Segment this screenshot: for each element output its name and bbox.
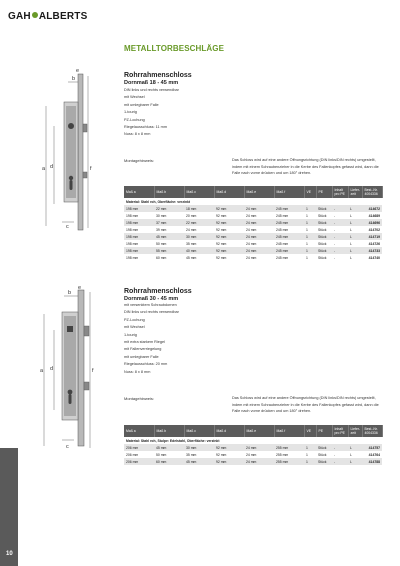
- table-header-row: [124, 425, 382, 437]
- dim-label-d: d: [50, 366, 54, 372]
- table-cell: Stück: [316, 240, 332, 247]
- table-cell: 1: [304, 219, 316, 226]
- table-cell: -: [332, 212, 348, 219]
- table-cell: -: [332, 226, 348, 233]
- feature-item: PZ-Lochung: [124, 317, 145, 322]
- product-1-feature-list: [124, 87, 179, 139]
- table-cell: L: [348, 444, 362, 451]
- table-cell: 50 mm: [154, 240, 184, 247]
- table-cell: L: [348, 226, 362, 233]
- product-2-rows: [124, 444, 382, 465]
- table-cell: 1: [304, 444, 316, 451]
- product-1-title: Rohrrahmenschloss: [124, 72, 192, 79]
- feature-item: DIN links und rechts verwendbar: [124, 310, 179, 315]
- table-cell: 245 mm: [274, 233, 304, 240]
- page-side-strip: [0, 448, 18, 566]
- table-cell: -: [332, 219, 348, 226]
- table-row: [124, 240, 382, 247]
- column-header: Maß b: [154, 425, 184, 437]
- feature-item: mit extra starkem Riegel: [124, 340, 165, 345]
- column-header: Best.-Nr. 4004336: [362, 425, 382, 437]
- feature-item: 1-tourig: [124, 332, 137, 337]
- dim-label-c: c: [66, 444, 69, 450]
- material-text: Material: Stahl roh, Oberfläche: verzinkt: [124, 198, 382, 205]
- column-header: PE: [316, 425, 332, 437]
- column-header: PE: [316, 186, 332, 198]
- article-number-cell: 414726: [362, 240, 382, 247]
- product-2-title: Rohrrahmenschloss: [124, 288, 192, 295]
- table-cell: 255 mm: [274, 458, 304, 465]
- column-header: Inhalt pro PE: [332, 425, 348, 437]
- table-cell: -: [332, 233, 348, 240]
- feature-item: DIN links und rechts verwendbar: [124, 88, 179, 92]
- article-number-cell: 414702: [362, 226, 382, 233]
- table-cell: 198 mm: [124, 233, 154, 240]
- product-2-mounting-text: Das Schloss wird auf eine andere Öffnungsrichtung (DIN links/DIN rechts) umgestellt, indem mit einem Schraubenzieher in die Kerbe des Fallenkopfes gefasst wird, dann die Falle nach vorne drücken und um 180° drehen.: [232, 396, 379, 413]
- table-cell: 206 mm: [124, 451, 154, 458]
- table-cell: 1: [304, 254, 316, 261]
- table-cell: 245 mm: [274, 212, 304, 219]
- column-header: Maß f: [274, 425, 304, 437]
- table-cell: 30 mm: [154, 212, 184, 219]
- table-row: [124, 219, 382, 226]
- table-cell: L: [348, 240, 362, 247]
- table-row: [124, 451, 382, 458]
- table-cell: 198 mm: [124, 240, 154, 247]
- column-header: Maß a: [124, 425, 154, 437]
- product-1-subtitle: Dornmaß 18 - 45 mm: [124, 80, 179, 86]
- dim-label-f: f: [92, 368, 94, 374]
- table-cell: L: [348, 205, 362, 212]
- table-cell: 45 mm: [154, 233, 184, 240]
- table-cell: 30 mm: [184, 444, 214, 451]
- table-cell: 198 mm: [124, 205, 154, 212]
- table-cell: 92 mm: [214, 219, 244, 226]
- column-header: Maß c: [184, 186, 214, 198]
- table-cell: 245 mm: [274, 240, 304, 247]
- table-cell: 1: [304, 240, 316, 247]
- table-cell: 24 mm: [244, 233, 274, 240]
- lock-drawing-2: [28, 286, 108, 451]
- article-number-cell: 414672: [362, 205, 382, 212]
- column-header: Maß e: [244, 186, 274, 198]
- table-cell: Stück: [316, 233, 332, 240]
- table-cell: 198 mm: [124, 219, 154, 226]
- table-cell: 22 mm: [184, 219, 214, 226]
- feature-item: Nuss: 8 x 8 mm: [124, 132, 151, 137]
- table-cell: 245 mm: [274, 219, 304, 226]
- table-cell: 18 mm: [184, 205, 214, 212]
- table-cell: 92 mm: [214, 212, 244, 219]
- table-cell: Stück: [316, 444, 332, 451]
- table-cell: 30 mm: [184, 233, 214, 240]
- table-header-row: [124, 186, 382, 198]
- table-cell: 1: [304, 233, 316, 240]
- table-cell: 92 mm: [214, 451, 244, 458]
- table-cell: 35 mm: [184, 451, 214, 458]
- table-row: [124, 226, 382, 233]
- table-cell: 60 mm: [154, 254, 184, 261]
- table-cell: 198 mm: [124, 254, 154, 261]
- article-number-cell: 414733: [362, 247, 382, 254]
- table-cell: 45 mm: [184, 458, 214, 465]
- table-row: [124, 205, 382, 212]
- column-header: Maß d: [214, 186, 244, 198]
- dim-label-d: d: [50, 164, 54, 170]
- table-row: [124, 247, 382, 254]
- brand-logo: [8, 11, 87, 22]
- table-cell: Stück: [316, 205, 332, 212]
- column-header: Maß b: [154, 186, 184, 198]
- product-2-subtitle: Dornmaß 30 - 45 mm: [124, 296, 179, 302]
- table-cell: 24 mm: [244, 451, 274, 458]
- category-title: METALLTORBESCHLÄGE: [124, 44, 225, 53]
- table-cell: 245 mm: [274, 254, 304, 261]
- table-cell: Stück: [316, 219, 332, 226]
- article-number-cell: 414689: [362, 212, 382, 219]
- column-header: Maß d: [214, 425, 244, 437]
- table-cell: L: [348, 451, 362, 458]
- table-cell: -: [332, 458, 348, 465]
- article-number-cell: 414696: [362, 219, 382, 226]
- table-cell: 24 mm: [244, 444, 274, 451]
- table-cell: L: [348, 458, 362, 465]
- table-cell: 92 mm: [214, 240, 244, 247]
- table-cell: 50 mm: [154, 451, 184, 458]
- page-number: 10: [6, 551, 13, 557]
- table-cell: 1: [304, 212, 316, 219]
- table-cell: 24 mm: [244, 458, 274, 465]
- table-cell: 1: [304, 205, 316, 212]
- table-cell: -: [332, 451, 348, 458]
- table-cell: 24 mm: [244, 205, 274, 212]
- feature-item: mit versenktem Schraubdornen: [124, 303, 177, 307]
- feature-item: PZ-Lochung: [124, 117, 145, 122]
- lock-drawing-1: [28, 68, 108, 236]
- table-cell: -: [332, 254, 348, 261]
- logo-mark-icon: [32, 12, 38, 18]
- table-cell: 24 mm: [244, 240, 274, 247]
- product-1-mounting-label: Montagehinweis:: [124, 158, 155, 163]
- table-cell: Stück: [316, 451, 332, 458]
- table-cell: 255 mm: [274, 444, 304, 451]
- table-cell: 198 mm: [124, 247, 154, 254]
- feature-item: mit Wechsel: [124, 325, 145, 330]
- dim-label-c: c: [66, 224, 69, 230]
- table-cell: L: [348, 219, 362, 226]
- table-cell: L: [348, 233, 362, 240]
- feature-item: 1-tourig: [124, 110, 137, 115]
- table-row: [124, 212, 382, 219]
- table-cell: 1: [304, 247, 316, 254]
- feature-item: Riegelausschluss: 11 mm: [124, 125, 167, 130]
- table-cell: 24 mm: [244, 226, 274, 233]
- column-header: Maß e: [244, 425, 274, 437]
- table-cell: -: [332, 205, 348, 212]
- article-number-cell: 414764: [362, 451, 382, 458]
- table-cell: Stück: [316, 212, 332, 219]
- table-cell: 45 mm: [154, 444, 184, 451]
- table-cell: 245 mm: [274, 247, 304, 254]
- table-cell: -: [332, 247, 348, 254]
- table-cell: 24 mm: [244, 212, 274, 219]
- feature-item: mit Wechsel: [124, 95, 145, 100]
- table-cell: L: [348, 247, 362, 254]
- material-text: Material: Stahl roh, Stulpe: Edelstahl, Oberfläche: verzinkt: [124, 437, 382, 444]
- table-cell: 1: [304, 451, 316, 458]
- table-cell: 24 mm: [244, 254, 274, 261]
- table-cell: -: [332, 240, 348, 247]
- logo-left-text: GAH: [8, 11, 31, 22]
- dim-label-a: a: [40, 368, 44, 374]
- table-cell: 60 mm: [154, 458, 184, 465]
- table-cell: 92 mm: [214, 233, 244, 240]
- article-number-cell: 414788: [362, 458, 382, 465]
- table-row: [124, 458, 382, 465]
- dim-label-e: e: [76, 68, 80, 74]
- article-number-cell: 414719: [362, 233, 382, 240]
- table-cell: 24 mm: [244, 247, 274, 254]
- table-row: [124, 254, 382, 261]
- table-cell: 245 mm: [274, 226, 304, 233]
- table-cell: 35 mm: [184, 240, 214, 247]
- table-cell: 1: [304, 226, 316, 233]
- column-header: Liefer-zeit: [348, 186, 362, 198]
- table-cell: 39 mm: [154, 226, 184, 233]
- table-cell: 37 mm: [154, 219, 184, 226]
- table-cell: 24 mm: [184, 226, 214, 233]
- product-2-spec-table: [124, 425, 383, 465]
- table-cell: -: [332, 444, 348, 451]
- column-header: VE: [304, 186, 316, 198]
- dim-label-b: b: [72, 76, 76, 82]
- table-cell: L: [348, 212, 362, 219]
- feature-item: Nuss: 8 x 8 mm: [124, 369, 151, 374]
- column-header: Maß c: [184, 425, 214, 437]
- table-cell: 92 mm: [214, 444, 244, 451]
- feature-item: mit umlegbarer Falle: [124, 102, 159, 107]
- column-header: Maß f: [274, 186, 304, 198]
- table-row: [124, 444, 382, 451]
- dim-label-e: e: [78, 286, 82, 291]
- feature-item: Riegelausschluss: 20 mm: [124, 362, 168, 367]
- dim-label-a: a: [42, 166, 46, 172]
- material-row: [124, 198, 382, 205]
- table-cell: 198 mm: [124, 212, 154, 219]
- table-cell: 40 mm: [184, 247, 214, 254]
- material-row: [124, 437, 382, 444]
- table-cell: 20 mm: [184, 212, 214, 219]
- table-cell: 206 mm: [124, 458, 154, 465]
- table-cell: 55 mm: [154, 247, 184, 254]
- product-2-mounting-label: Montagehinweis:: [124, 396, 155, 401]
- table-cell: 22 mm: [154, 205, 184, 212]
- article-number-cell: 414757: [362, 444, 382, 451]
- table-cell: Stück: [316, 247, 332, 254]
- table-cell: 92 mm: [214, 458, 244, 465]
- table-cell: 92 mm: [214, 247, 244, 254]
- table-cell: Stück: [316, 226, 332, 233]
- table-cell: 24 mm: [244, 219, 274, 226]
- column-header: Best.-Nr. 4004336: [362, 186, 382, 198]
- dim-label-f: f: [90, 166, 92, 172]
- column-header: VE: [304, 425, 316, 437]
- feature-item: mit umlegbarer Falle: [124, 354, 159, 359]
- table-cell: Stück: [316, 254, 332, 261]
- feature-item: mit Fallenverriegelung: [124, 347, 162, 352]
- table-cell: L: [348, 254, 362, 261]
- table-cell: 92 mm: [214, 205, 244, 212]
- table-cell: 255 mm: [274, 451, 304, 458]
- table-cell: 245 mm: [274, 205, 304, 212]
- article-number-cell: 414740: [362, 254, 382, 261]
- table-cell: 45 mm: [184, 254, 214, 261]
- table-cell: 92 mm: [214, 226, 244, 233]
- column-header: Inhalt pro PE: [332, 186, 348, 198]
- dim-label-b: b: [68, 290, 72, 296]
- column-header: Maß a: [124, 186, 154, 198]
- product-1-spec-table: [124, 186, 383, 261]
- column-header: Liefer-zeit: [348, 425, 362, 437]
- table-cell: Stück: [316, 458, 332, 465]
- logo-right-text: ALBERTS: [38, 11, 88, 22]
- product-1-mounting-text: Das Schloss wird auf eine andere Öffnungsrichtung (DIN links/DIN rechts) umgestellt, indem mit einem Schraubenzieher in die Kerbe des Fallenkopfes gefasst wird, dann die Falle nach vorne drücken und um 180° drehen.: [232, 158, 379, 175]
- table-cell: 1: [304, 458, 316, 465]
- product-1-rows: [124, 205, 382, 261]
- product-2-feature-list: [124, 302, 179, 376]
- table-cell: 206 mm: [124, 444, 154, 451]
- table-cell: 92 mm: [214, 254, 244, 261]
- table-row: [124, 233, 382, 240]
- table-cell: 198 mm: [124, 226, 154, 233]
